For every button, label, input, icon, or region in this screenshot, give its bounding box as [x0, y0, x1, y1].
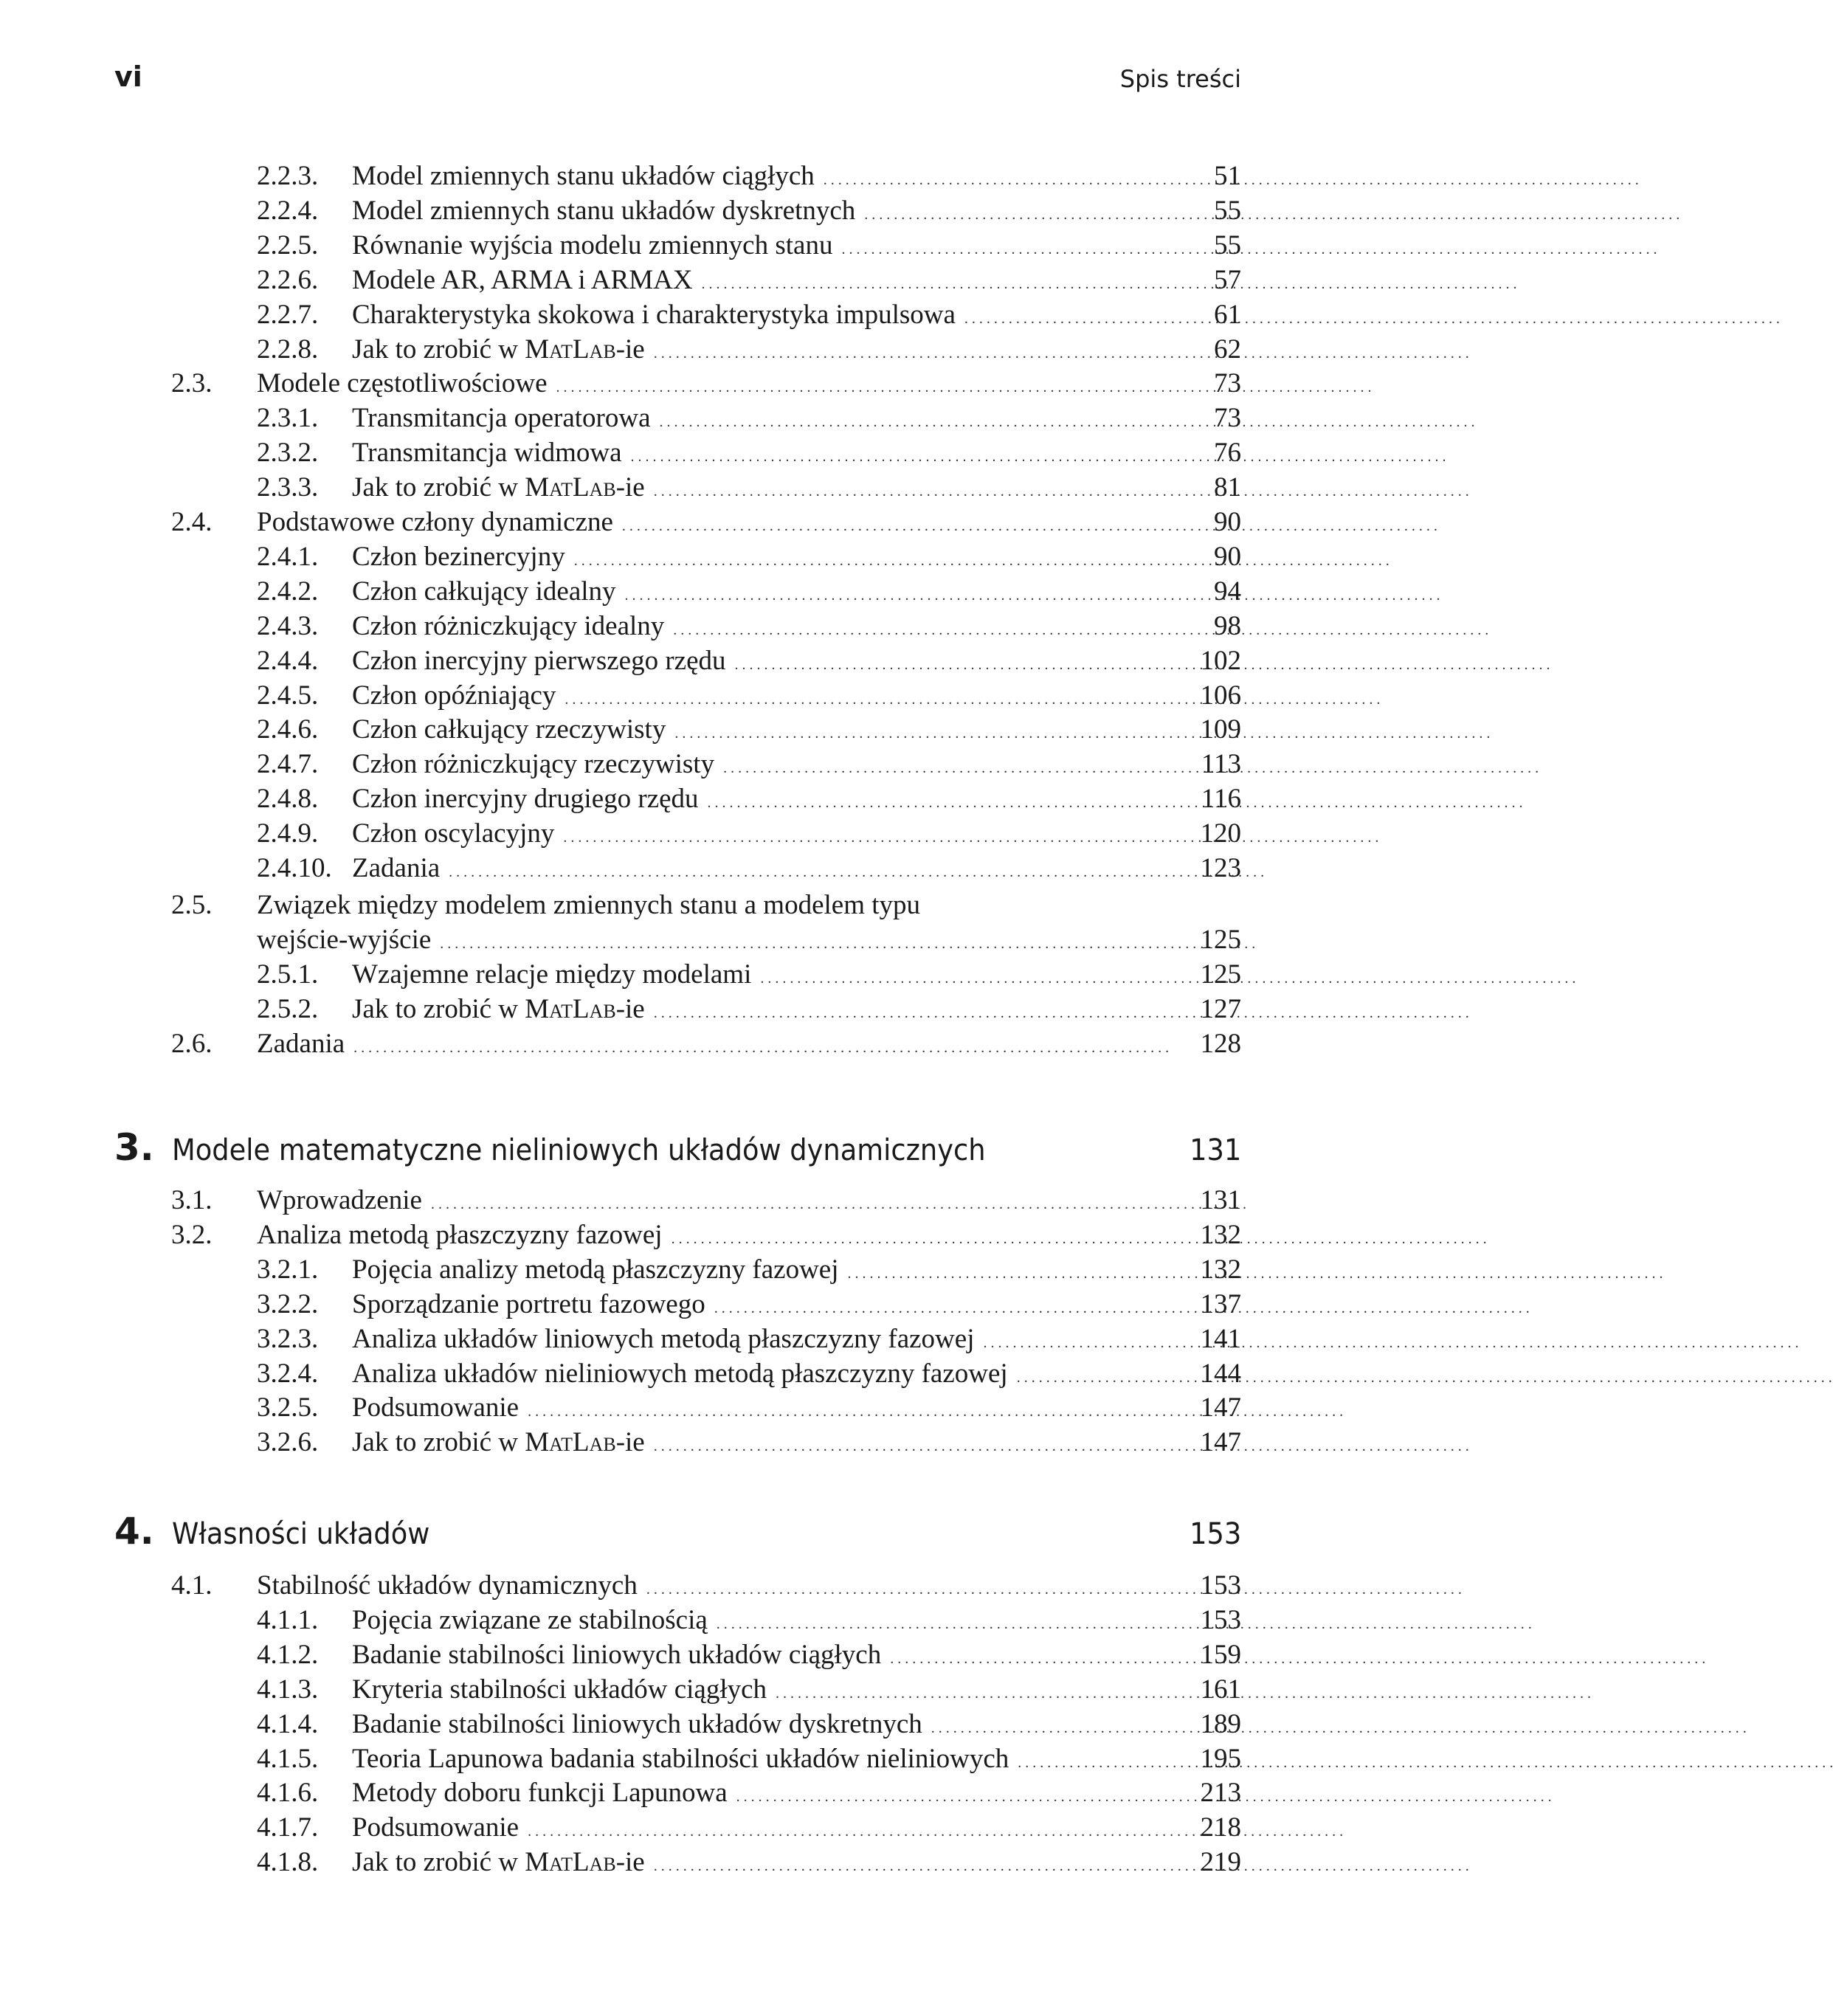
toc-entry-title: Model zmiennych stanu układów dyskretnych [352, 195, 856, 226]
matlab-smallcaps: MatLab [525, 1427, 616, 1458]
toc-entry-title: Analiza układów liniowych metodą płaszczyzny fazowej [352, 1323, 975, 1354]
dot-leader [440, 924, 1188, 960]
toc-entry-3-2-4[interactable] [257, 1358, 1241, 1390]
dot-leader [735, 645, 1188, 681]
toc-entry-page: 218 [1200, 1812, 1241, 1843]
toc-entry-page: 76 [1214, 438, 1241, 469]
toc-entry-number: 2.2.7. [257, 299, 319, 330]
toc-entry-number: 2.2.5. [257, 229, 319, 260]
toc-entry-number: 2.4.6. [257, 714, 319, 745]
dot-leader [646, 1570, 1188, 1606]
toc-entry-title: Człon całkujący idealny [352, 576, 616, 607]
toc-entry-3-2-2[interactable] [257, 1288, 1241, 1321]
toc-entry-title: Charakterystyka skokowa i charakterystyka impulsowa [352, 299, 956, 330]
toc-entry-number: 3.2.4. [257, 1358, 319, 1389]
toc-entry-number: 2.5.2. [257, 993, 319, 1024]
toc-entry-page: 62 [1214, 334, 1241, 365]
toc-entry-4-1-6[interactable] [257, 1777, 1241, 1809]
toc-entry-number: 4.1.1. [257, 1604, 319, 1635]
toc-entry-2-2-8[interactable] [257, 334, 1241, 366]
toc-entry-title: Człon całkujący rzeczywisty [352, 714, 666, 745]
toc-entry-title: Transmitancja widmowa [352, 438, 622, 469]
toc-entry-page: 137 [1200, 1288, 1241, 1319]
toc-entry-page: 189 [1200, 1708, 1241, 1739]
toc-entry-title: Transmitancja operatorowa [352, 403, 651, 434]
toc-entry-title: Teoria Lapunowa badania stabilności układów nieliniowych [352, 1743, 1009, 1774]
toc-entry-page: 131 [1200, 1185, 1241, 1215]
toc-entry-page: 51 [1214, 161, 1241, 191]
toc-entry-title: Jak to zrobić w MatLab-ie [352, 1847, 645, 1878]
dot-leader [625, 576, 1188, 612]
toc-entry-4-1-8[interactable] [257, 1846, 1241, 1879]
dot-leader [672, 1219, 1188, 1255]
toc-entry-2-4-8[interactable] [257, 783, 1241, 815]
dot-leader [622, 506, 1188, 542]
toc-entry-title: Człon bezinercyjny [352, 541, 565, 572]
toc-entry-number: 2.4. [171, 507, 213, 537]
running-head: Spis treści [1119, 65, 1241, 93]
toc-entry-number: 2.3.2. [257, 438, 319, 469]
toc-entry-title: Modele częstotliwościowe [257, 368, 548, 399]
toc-entry-page: 116 [1201, 784, 1241, 815]
toc-entry-number: 3.1. [171, 1185, 213, 1215]
toc-entry-page: 159 [1200, 1639, 1241, 1670]
toc-entry-page: 125 [1200, 959, 1241, 990]
dot-leader [654, 334, 1188, 370]
page-header [114, 61, 1241, 105]
toc-entry-number: 2.3.3. [257, 472, 319, 503]
toc-entry-page: 55 [1214, 229, 1241, 260]
toc-entry-title: Sporządzanie portretu fazowego [352, 1288, 705, 1319]
toc-entry-2-4-5[interactable] [257, 680, 1241, 712]
dot-leader [717, 1604, 1188, 1640]
toc-entry-number: 2.3.1. [257, 403, 319, 434]
toc-entry-4-1[interactable] [171, 1570, 1241, 1602]
toc-entry-page: 213 [1200, 1778, 1241, 1809]
chapter-4-heading[interactable] [114, 1509, 1241, 1553]
toc-entry-page: 147 [1200, 1392, 1241, 1423]
toc-entry-2-5[interactable] [171, 889, 1241, 922]
chapter-3-heading[interactable] [114, 1125, 1241, 1170]
toc-entry-2-5-2[interactable] [257, 993, 1241, 1026]
toc-entry-page: 195 [1200, 1743, 1241, 1774]
toc-entry-page: 153 [1200, 1604, 1241, 1635]
toc-entry-title: Modele AR, ARMA i ARMAX [352, 264, 693, 295]
dot-leader [528, 1812, 1188, 1848]
chapter-number: 3. [114, 1126, 154, 1169]
toc-entry-page: 102 [1200, 645, 1241, 676]
toc-entry-title: Związek między modelem zmiennych stanu a modelem typu [257, 890, 921, 920]
toc-entry-page: 113 [1201, 749, 1241, 780]
toc-entry-2-4-9[interactable] [257, 818, 1241, 850]
toc-entry-title: Zadania [257, 1028, 345, 1059]
dot-leader [776, 1674, 1188, 1710]
toc-entry-title: Kryteria stabilności układów ciągłych [352, 1674, 767, 1705]
toc-entry-2-3-2[interactable] [257, 437, 1241, 469]
toc-entry-2-2-6[interactable] [257, 264, 1241, 297]
dot-leader [983, 1323, 1188, 1359]
toc-entry-number: 3.2.2. [257, 1288, 319, 1319]
toc-entry-4-1-1[interactable] [257, 1604, 1241, 1637]
toc-entry-page: 55 [1214, 195, 1241, 226]
dot-leader [964, 299, 1188, 335]
toc-entry-title: Podstawowe człony dynamiczne [257, 507, 613, 537]
toc-entry-title: Jak to zrobić w MatLab-ie [352, 334, 645, 365]
toc-entry-page: 127 [1200, 993, 1241, 1024]
toc-entry-title: Człon opóźniający [352, 680, 556, 711]
toc-entry-page: 90 [1214, 507, 1241, 537]
toc-entry-page: 98 [1214, 610, 1241, 641]
toc-entry-title: Jak to zrobić w MatLab-ie [352, 472, 645, 503]
page-number: vi [114, 61, 142, 93]
dot-leader [631, 437, 1188, 473]
dot-leader [723, 748, 1188, 784]
toc-entry-page: 132 [1200, 1219, 1241, 1250]
toc-entry-2-2-4[interactable] [257, 195, 1241, 227]
matlab-smallcaps: MatLab [525, 993, 616, 1024]
toc-entry-2-4-7[interactable] [257, 748, 1241, 781]
toc-entry-title: Człon inercyjny pierwszego rzędu [352, 645, 726, 676]
chapter-title: Własności układów [172, 1517, 430, 1551]
toc-entry-number: 3.2. [171, 1219, 213, 1250]
toc-entry-title: Wprowadzenie [257, 1185, 422, 1215]
toc-entry-page: 161 [1200, 1674, 1241, 1705]
dot-leader [824, 160, 1188, 196]
toc-entry-number: 2.5.1. [257, 959, 319, 990]
dot-leader [890, 1639, 1188, 1675]
toc-entry-page: 123 [1200, 853, 1241, 883]
toc-entry-number: 2.4.8. [257, 784, 319, 815]
toc-entry-number: 4.1.8. [257, 1847, 319, 1878]
dot-leader [674, 714, 1188, 750]
toc-entry-2-3-1[interactable] [257, 402, 1241, 435]
toc-entry-page: 94 [1214, 576, 1241, 607]
toc-entry-4-1-2[interactable] [257, 1639, 1241, 1671]
toc-entry-number: 2.6. [171, 1028, 213, 1059]
toc-entry-title: Człon oscylacyjny [352, 818, 555, 849]
dot-leader [841, 229, 1188, 266]
dot-leader [556, 367, 1188, 404]
chapter-page: 153 [1189, 1517, 1241, 1551]
toc-entry-2-4-3[interactable] [257, 610, 1241, 643]
toc-entry-number: 2.2.6. [257, 264, 319, 295]
toc-entry-title: Jak to zrobić w MatLab-ie [352, 993, 645, 1024]
toc-entry-title: Badanie stabilności liniowych układów dyskretnych [352, 1708, 922, 1739]
toc-entry-title: Wzajemne relacje między modelami [352, 959, 752, 990]
dot-leader [736, 1777, 1188, 1813]
toc-entry-number: 4.1.7. [257, 1812, 319, 1843]
toc-entry-title: Analiza metodą płaszczyzny fazowej [257, 1219, 663, 1250]
toc-entry-2-5-1[interactable] [257, 959, 1241, 991]
toc-entry-number: 2.2.3. [257, 161, 319, 191]
toc-entry-2-2-5[interactable] [257, 229, 1241, 262]
toc-entry-title: Badanie stabilności liniowych układów ciągłych [352, 1639, 882, 1670]
toc-entry-3-2-3[interactable] [257, 1323, 1241, 1356]
toc-entry-title-continued: wejście-wyjście [257, 925, 432, 955]
toc-entry-page: 61 [1214, 299, 1241, 330]
toc-entry-page: 120 [1200, 818, 1241, 849]
chapter-number: 4. [114, 1510, 154, 1553]
toc-entry-title: Analiza układów nieliniowych metodą płaszczyzny fazowej [352, 1358, 1008, 1389]
toc-entry-page: 153 [1200, 1570, 1241, 1601]
toc-entry-number: 4.1.5. [257, 1743, 319, 1774]
toc-entry-title: Stabilność układów dynamicznych [257, 1570, 638, 1601]
toc-entry-2-3[interactable] [171, 367, 1241, 400]
toc-entry-number: 3.2.1. [257, 1254, 319, 1285]
toc-entry-page: 132 [1200, 1254, 1241, 1285]
toc-entry-4-1-4[interactable] [257, 1708, 1241, 1741]
toc-entry-number: 2.4.4. [257, 645, 319, 676]
dot-leader [702, 264, 1188, 300]
toc-entry-page: 141 [1200, 1323, 1241, 1354]
chapter-title: Modele matematyczne nieliniowych układów dynamicznych [172, 1133, 986, 1167]
toc-entry-title: Podsumowanie [352, 1392, 519, 1423]
toc-entry-number: 4.1. [171, 1570, 213, 1601]
dot-leader [431, 1184, 1188, 1221]
dot-leader [353, 1028, 1188, 1064]
toc-entry-3-2-6[interactable] [257, 1426, 1241, 1459]
dot-leader [714, 1288, 1188, 1325]
toc-entry-page: 73 [1214, 368, 1241, 399]
toc-entry-page: 109 [1200, 714, 1241, 745]
toc-entry-3-1[interactable] [171, 1184, 1241, 1217]
toc-entry-2-2-3[interactable] [257, 160, 1241, 193]
toc-entry-page: 106 [1200, 680, 1241, 711]
dot-leader [528, 1392, 1188, 1428]
toc-entry-4-1-7[interactable] [257, 1812, 1241, 1844]
dot-leader [708, 783, 1188, 819]
toc-entry-page: 125 [1200, 925, 1241, 955]
toc-entry-4-1-3[interactable] [257, 1674, 1241, 1706]
toc-entry-number: 2.4.10. [257, 853, 332, 883]
toc-entry-title: Model zmiennych stanu układów ciągłych [352, 161, 815, 191]
toc-entry-2-6[interactable] [171, 1028, 1241, 1060]
toc-entry-2-4-4[interactable] [257, 645, 1241, 677]
toc-entry-number: 4.1.3. [257, 1674, 319, 1705]
dot-leader [931, 1708, 1188, 1744]
toc-entry-number: 4.1.2. [257, 1639, 319, 1670]
dot-leader [673, 610, 1188, 646]
toc-entry-title: Człon inercyjny drugiego rzędu [352, 784, 699, 815]
toc-entry-number: 2.4.5. [257, 680, 319, 711]
toc-entry-2-3-3[interactable] [257, 472, 1241, 504]
toc-entry-2-4-6[interactable] [257, 714, 1241, 746]
toc-entry-number: 2.4.1. [257, 541, 319, 572]
toc-entry-2-5-continued[interactable] [257, 924, 1241, 956]
dot-leader [1017, 1358, 1188, 1394]
toc-entry-page: 128 [1200, 1028, 1241, 1059]
toc-entry-page: 144 [1200, 1358, 1241, 1389]
toc-entry-number: 2.4.3. [257, 610, 319, 641]
matlab-smallcaps: MatLab [525, 472, 616, 503]
toc-entry-number: 2.4.9. [257, 818, 319, 849]
dot-leader [660, 402, 1189, 438]
toc-entry-page: 73 [1214, 403, 1241, 434]
dot-leader [760, 959, 1188, 995]
toc-entry-title: Pojęcia związane ze stabilnością [352, 1604, 708, 1635]
toc-entry-2-4[interactable] [171, 506, 1241, 539]
dot-leader [565, 680, 1188, 716]
dot-leader [563, 818, 1188, 854]
toc-entry-3-2-1[interactable] [257, 1254, 1241, 1286]
toc-entry-2-4-1[interactable] [257, 541, 1241, 573]
dot-leader [864, 195, 1188, 231]
toc-entry-number: 4.1.6. [257, 1778, 319, 1809]
toc-entry-page: 90 [1214, 541, 1241, 572]
toc-entry-number: 3.2.5. [257, 1392, 319, 1423]
chapter-page: 131 [1189, 1133, 1241, 1167]
toc-entry-title: Człon różniczkujący rzeczywisty [352, 749, 715, 780]
toc-entry-page: 81 [1214, 472, 1241, 503]
toc-entry-title: Równanie wyjścia modelu zmiennych stanu [352, 229, 833, 260]
toc-entry-page: 57 [1214, 264, 1241, 295]
dot-leader [654, 1426, 1188, 1463]
toc-entry-2-4-10[interactable] [257, 852, 1241, 885]
toc-entry-page: 147 [1200, 1427, 1241, 1458]
dot-leader [654, 993, 1188, 1029]
dot-leader [654, 472, 1188, 508]
dot-leader [654, 1846, 1188, 1882]
toc-entry-number: 2.2.4. [257, 195, 319, 226]
toc-entry-number: 2.4.2. [257, 576, 319, 607]
dot-leader [449, 852, 1188, 888]
matlab-smallcaps: MatLab [525, 334, 616, 365]
toc-entry-number: 2.3. [171, 368, 213, 399]
toc-entry-number: 3.2.3. [257, 1323, 319, 1354]
matlab-smallcaps: MatLab [525, 1847, 616, 1878]
toc-entry-4-1-5[interactable] [257, 1743, 1241, 1775]
dot-leader [574, 541, 1188, 577]
toc-entry-number: 3.2.6. [257, 1427, 319, 1458]
toc-entry-title: Jak to zrobić w MatLab-ie [352, 1427, 645, 1458]
toc-entry-title: Metody doboru funkcji Lapunowa [352, 1778, 728, 1809]
dot-leader [1018, 1743, 1188, 1779]
toc-entry-number: 2.2.8. [257, 334, 319, 365]
toc-entry-number: 2.4.7. [257, 749, 319, 780]
toc-entry-title: Pojęcia analizy metodą płaszczyzny fazowej [352, 1254, 839, 1285]
toc-entry-title: Człon różniczkujący idealny [352, 610, 665, 641]
toc-entry-title: Zadania [352, 853, 441, 883]
toc-entry-number: 2.5. [171, 890, 213, 920]
toc-entry-2-4-2[interactable] [257, 576, 1241, 608]
dot-leader [848, 1254, 1188, 1290]
toc-entry-number: 4.1.4. [257, 1708, 319, 1739]
toc-entry-page: 219 [1200, 1847, 1241, 1878]
toc-entry-2-2-7[interactable] [257, 299, 1241, 331]
toc-entry-3-2[interactable] [171, 1219, 1241, 1252]
toc-entry-title: Podsumowanie [352, 1812, 519, 1843]
toc-entry-3-2-5[interactable] [257, 1392, 1241, 1424]
